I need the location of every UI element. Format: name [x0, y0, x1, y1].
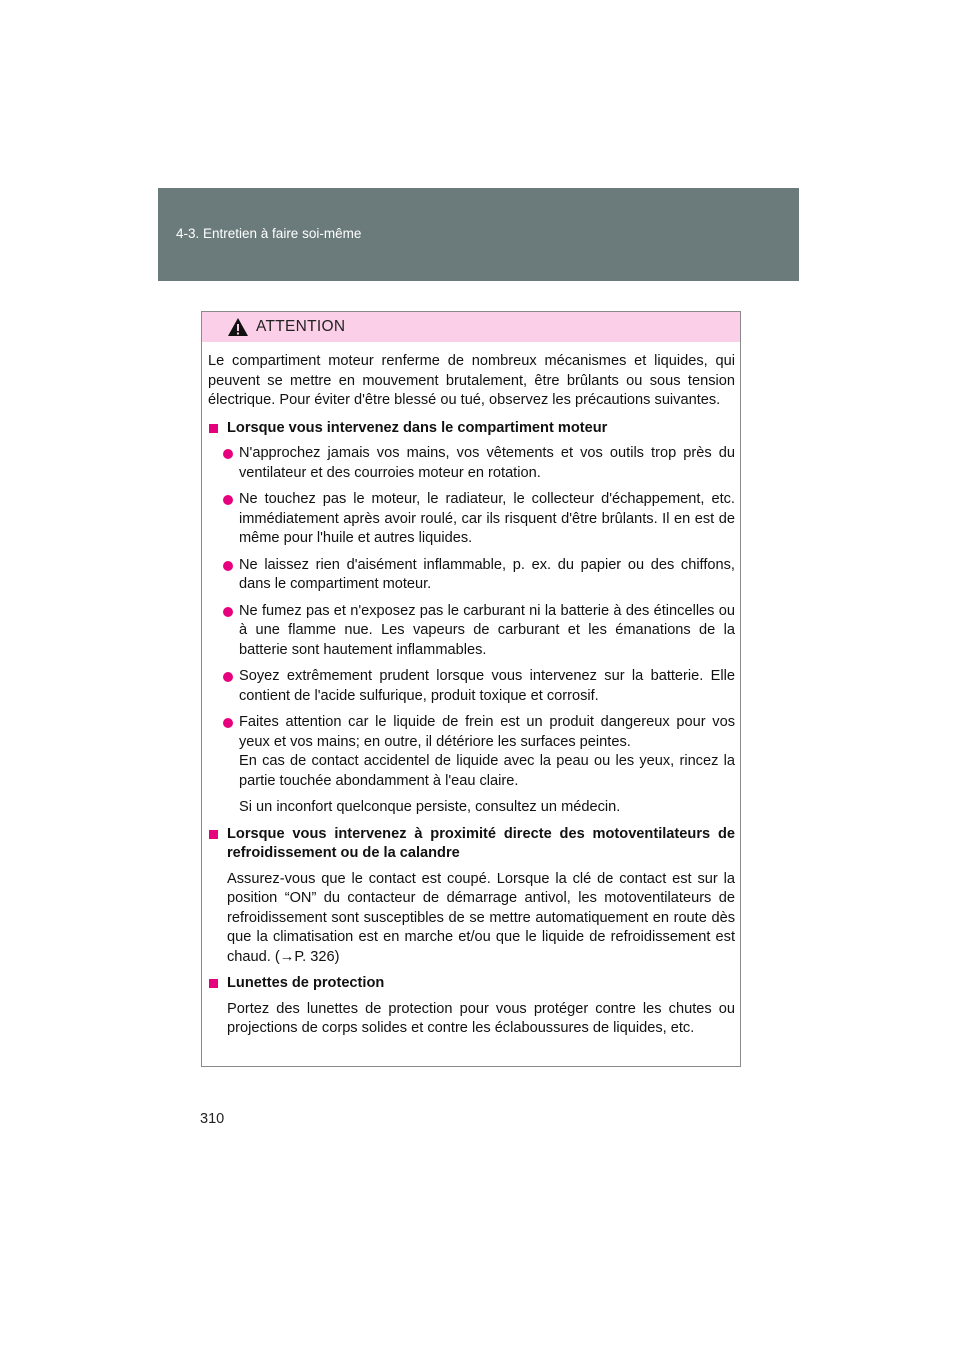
header-band — [158, 188, 799, 281]
list-item — [208, 444, 735, 483]
list-item-continuation: Si un inconfort quelconque persiste, consultez un médecin. — [239, 799, 621, 815]
warning-intro: Le compartiment moteur renferme de nombreux mécanismes et liquides, qui peuvent se mettre en mouvement brutalement, être brûlants ou sous tension électrique. Pour éviter d'être blessé ou tué, observez les précautions suivantes. — [208, 353, 735, 408]
warning-title: ATTENTION — [256, 318, 346, 335]
list-item — [208, 667, 735, 706]
list-item-text: Soyez extrêmement prudent lorsque vous intervenez sur la batterie. Elle contient de l'acide sulfurique, produit toxique et corrosif. — [239, 668, 735, 704]
section-title: 4-3. Entretien à faire soi-même — [176, 226, 362, 241]
section-heading-text: Lunettes de protection — [227, 975, 385, 991]
warning-triangle-icon — [227, 317, 249, 337]
section-heading-text: Lorsque vous intervenez dans le compartiment moteur — [227, 419, 608, 436]
list-item-text: N'approchez jamais vos mains, vos vêtements et vos outils trop près du ventilateur et des courroies moteur en rotation. — [239, 445, 735, 481]
list-item-text: Ne touchez pas le moteur, le radiateur, le collecteur d'échappement, etc. immédiatement après avoir roulé, car ils risquent d'être brûlants. Il en est de même pour l'huile et autres liquides. — [239, 491, 735, 546]
round-bullet-icon — [223, 449, 233, 459]
list-item-text: Ne fumez pas et n'exposez pas le carburant ni la batterie à des étincelles ou à une flamme nue. Les vapeurs de carburant et les émanations de la batterie sont hautement inflammables. — [239, 602, 735, 658]
list-item-text: Ne laissez rien d'aisément inflammable, p. ex. du papier ou des chiffons, dans le compartiment moteur. — [239, 556, 735, 592]
warning-box — [201, 311, 741, 1067]
square-bullet-icon — [209, 424, 218, 433]
warning-header — [202, 312, 740, 342]
round-bullet-icon — [223, 495, 233, 505]
section-heading-cooling-fans — [208, 825, 735, 864]
list-item-text: Faites attention car le liquide de frein est un produit dangereux pour vos yeux et vos mains; en outre, il détériore les surfaces peintes. — [239, 714, 735, 750]
section-paragraph: Portez des lunettes de protection pour vous protéger contre les chutes ou projections de corps solides et contre les éclaboussures de liquides, etc. — [227, 1000, 735, 1036]
section-heading-safety-glasses — [208, 974, 735, 994]
section-paragraph: Assurez-vous que le contact est coupé. Lorsque la clé de contact est sur la position “ON” du contacteur de démarrage antivol, les motoventilateurs de refroidissement sont susceptibles de se mettre automatiquement en route dès que la climatisation est en marche et/ou que le liquide de refroidissement est chaud. (→P. 326) — [227, 870, 735, 965]
section-heading-engine-compartment — [208, 419, 735, 439]
warning-body — [202, 342, 740, 1039]
section-heading-text: Lorsque vous intervenez à proximité directe des motoventilateurs de refroidissement ou de la calandre — [227, 825, 735, 861]
list-item — [208, 556, 735, 595]
list-item-continuation: En cas de contact accidentel de liquide avec la peau ou les yeux, rincez la partie touchée abondamment à l'eau claire. — [239, 753, 735, 789]
list-item — [208, 490, 735, 549]
square-bullet-icon — [209, 830, 218, 839]
list-item — [208, 602, 735, 661]
square-bullet-icon — [209, 979, 218, 988]
round-bullet-icon — [223, 672, 233, 682]
page-number: 310 — [200, 1111, 225, 1127]
round-bullet-icon — [223, 718, 233, 728]
round-bullet-icon — [223, 561, 233, 571]
list-item — [208, 713, 735, 752]
round-bullet-icon — [223, 607, 233, 617]
